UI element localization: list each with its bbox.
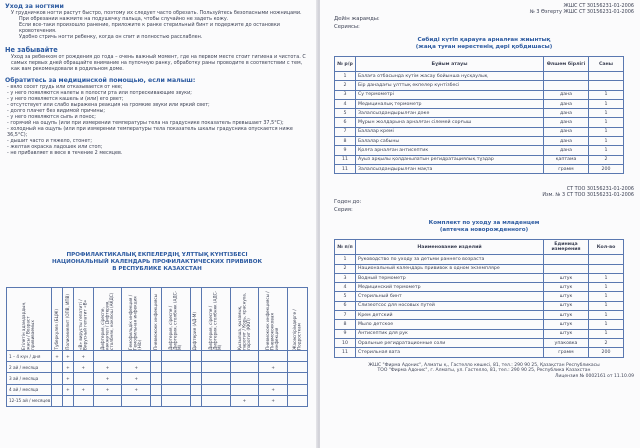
calendar-mark-cell bbox=[230, 373, 259, 384]
kit-row-quantity: 2 bbox=[589, 155, 624, 164]
calendar-header: Гемофильдік инфекция / Гемофильная инфекция (Hib) bbox=[122, 288, 151, 351]
calendar-mark-cell bbox=[201, 384, 230, 395]
calendar-mark-cell: + bbox=[62, 362, 73, 373]
kit-table-kz-header bbox=[335, 57, 624, 72]
kit-row-name: Стерильный бинт bbox=[356, 292, 544, 301]
kit-row-unit bbox=[544, 81, 589, 90]
kit-table-row bbox=[335, 348, 624, 357]
calendar-mark-cell bbox=[151, 395, 162, 406]
kit-row-number: 4 bbox=[335, 283, 356, 292]
kit-row-quantity: 1 bbox=[589, 127, 624, 136]
calendar-mark-cell bbox=[288, 373, 308, 384]
kit-row-quantity: 1 bbox=[589, 273, 624, 282]
calendar-mark-cell bbox=[190, 362, 201, 373]
kit-row-quantity: 200 bbox=[589, 348, 624, 357]
calendar-age-cell: 1 – 4 күн / дня bbox=[7, 351, 52, 362]
kit-table-row bbox=[335, 292, 624, 301]
calendar-mark-cell: + bbox=[259, 384, 288, 395]
kit-row-unit: қаптама bbox=[544, 155, 589, 164]
kit-table-ru-header bbox=[335, 240, 624, 255]
kit-row-name: Мыло детское bbox=[356, 320, 544, 329]
calendar-mark-cell bbox=[151, 362, 162, 373]
series-label-ru: Серия: bbox=[334, 207, 353, 214]
calendar-mark-cell bbox=[62, 395, 73, 406]
kit-row-name: Залалсыздандырылған дәке bbox=[356, 109, 544, 118]
calendar-mark-cell: + bbox=[73, 351, 93, 362]
calendar-header: «В» вирусты гепатиті / Вирусный гепатит «В» bbox=[73, 288, 93, 351]
kit-row-unit: дана bbox=[544, 146, 589, 155]
manufacturer-footer-ru: ТОО "Фирма Адонис", г. Алматы, ул. Гастелло, 81, тел.: 290 90 25, Республика Казахстан bbox=[377, 368, 591, 374]
calendar-age-cell: 3 ай / месяца bbox=[7, 373, 52, 384]
calendar-mark-cell bbox=[190, 395, 201, 406]
kit-row-name: Национальный календарь прививок в одном экземпляре bbox=[356, 264, 544, 273]
calendar-header: Дифтерия, сіреспе / Дифтерия, столбняк (АДС-М) bbox=[162, 288, 191, 351]
kit-table-row bbox=[335, 72, 624, 81]
kit-row-unit bbox=[544, 72, 589, 81]
kit-row-unit: штук bbox=[544, 311, 589, 320]
kit-row-unit: штук bbox=[544, 273, 589, 282]
calendar-mark-cell bbox=[259, 351, 288, 362]
kit-table-row bbox=[335, 118, 624, 127]
kit-row-name: Руководство по уходу за детьми раннего возраста bbox=[356, 255, 544, 264]
kit-row-unit: грамм bbox=[544, 348, 589, 357]
kit-row-quantity: 1 bbox=[589, 320, 624, 329]
calendar-header: Дифтерия (АД-М) bbox=[190, 288, 201, 351]
calendar-mark-cell: + bbox=[62, 384, 73, 395]
kit-row-quantity: 1 bbox=[589, 118, 624, 127]
kit-row-name: Су термометрі bbox=[356, 90, 544, 99]
kit-row-quantity: 1 bbox=[589, 292, 624, 301]
calendar-header-row bbox=[7, 288, 308, 351]
calendar-title-ru-2: В РЕСПУБЛИКЕ КАЗАХСТАН bbox=[112, 266, 202, 272]
kit-row-name: Слизеотсос для носовых путей bbox=[356, 301, 544, 310]
kit-row-quantity: 1 bbox=[589, 311, 624, 320]
calendar-mark-cell bbox=[201, 373, 230, 384]
kit-table-row bbox=[335, 311, 624, 320]
kit-row-number: 3 bbox=[335, 90, 356, 99]
license-text: Лицензия № 0002161 от 11.10.09 bbox=[555, 373, 634, 379]
calendar-mark-cell bbox=[162, 351, 191, 362]
col-item-name: Наименование изделий bbox=[356, 240, 544, 255]
kit-row-number: 1 bbox=[335, 255, 356, 264]
kit-row-unit: штук bbox=[544, 320, 589, 329]
kit-row-name: Балаға отбасында күтім жасау бойынша нұсқаулық bbox=[356, 72, 544, 81]
doctor-item: - у него появляются налеты в полости рта или потрескивающие звуки; bbox=[7, 90, 192, 96]
kit-row-name: Балалар сабыны bbox=[356, 137, 544, 146]
kit-row-name: Медицинский термометр bbox=[356, 283, 544, 292]
kit-row-unit: дана bbox=[544, 109, 589, 118]
expiry-label-kz: Дейін жарамды: bbox=[334, 16, 380, 22]
calendar-header: Жасөспірімдерге / Подросткам bbox=[288, 288, 308, 351]
kit-row-number: 3 bbox=[335, 273, 356, 282]
remember-title: Не забывайте bbox=[5, 46, 58, 54]
doctor-list bbox=[5, 84, 310, 156]
kit-table-ru-body bbox=[335, 255, 624, 357]
kit-row-number: 11 bbox=[335, 348, 356, 357]
calendar-mark-cell bbox=[52, 384, 63, 395]
calendar-mark-cell bbox=[122, 395, 151, 406]
kit-row-name: Водный термометр bbox=[356, 273, 544, 282]
calendar-age-cell: 2 ай / месяца bbox=[7, 362, 52, 373]
col-number: № р/р bbox=[335, 57, 356, 72]
calendar-mark-cell: + bbox=[122, 362, 151, 373]
calendar-mark-cell: + bbox=[230, 395, 259, 406]
kit-row-quantity: 1 bbox=[589, 329, 624, 338]
kit-row-unit: дана bbox=[544, 90, 589, 99]
calendar-mark-cell bbox=[230, 351, 259, 362]
calendar-row bbox=[7, 351, 308, 362]
doctor-title: Обратитесь за медицинской помощью, если малыш: bbox=[5, 77, 196, 84]
calendar-mark-cell bbox=[190, 384, 201, 395]
calendar-header: Пневмококк инфекциясы bbox=[151, 288, 162, 351]
kit-table-ru bbox=[334, 239, 624, 357]
calendar-mark-cell: + bbox=[259, 395, 288, 406]
kit-table-row bbox=[335, 320, 624, 329]
calendar-mark-cell: + bbox=[52, 351, 63, 362]
calendar-mark-cell: + bbox=[62, 351, 73, 362]
calendar-mark-cell bbox=[190, 351, 201, 362]
nails-title: Уход за ногтями bbox=[5, 3, 64, 10]
kit-row-name: Медициналық термометр bbox=[356, 99, 544, 108]
kit-row-number: 7 bbox=[335, 311, 356, 320]
calendar-row bbox=[7, 395, 308, 406]
kit-row-quantity: 1 bbox=[589, 283, 624, 292]
kit-row-number: 7 bbox=[335, 127, 356, 136]
calendar-mark-cell bbox=[162, 362, 191, 373]
kit-row-number: 2 bbox=[335, 81, 356, 90]
kit-row-quantity bbox=[589, 255, 624, 264]
calendar-body bbox=[7, 351, 308, 407]
col-unit: Единица измерения bbox=[544, 240, 589, 255]
calendar-mark-cell bbox=[52, 362, 63, 373]
kit-row-quantity: 1 bbox=[589, 146, 624, 155]
col-quantity: Кол-во bbox=[589, 240, 624, 255]
manufacturer-footer-kz: ЖШС "Фирма Адонис", Алматы қ., Гастелло көшесі, 81, тел.: 290 90 25, Қазақстан Республикасы bbox=[368, 362, 600, 368]
kit-table-row bbox=[335, 137, 624, 146]
doctor-item: - дышит часто и тяжело, стонет; bbox=[7, 138, 92, 144]
kit-row-quantity: 1 bbox=[589, 301, 624, 310]
calendar-mark-cell bbox=[52, 395, 63, 406]
calendar-mark-cell: + bbox=[93, 384, 122, 395]
calendar-mark-cell: + bbox=[122, 384, 151, 395]
kit-row-name: Қолға арналған антисептик bbox=[356, 146, 544, 155]
kit-row-name: Бір данадағы ұлттық екпелер күнтізбесі bbox=[356, 81, 544, 90]
nails-text bbox=[11, 10, 310, 40]
kit-row-unit bbox=[544, 255, 589, 264]
col-quantity: Саны bbox=[589, 57, 624, 72]
calendar-header-age: Егілетін адамдардың жасы / Возраст прививаемых bbox=[7, 288, 52, 351]
doctor-item: - отсутствует или слабо выражена реакция на громкие звуки или яркий свет; bbox=[7, 102, 210, 108]
kit-row-number: 2 bbox=[335, 264, 356, 273]
kit-row-number: 9 bbox=[335, 146, 356, 155]
kit-table-row bbox=[335, 301, 624, 310]
kit-subtitle-kz: (жаңа туған нәрестенің дәрі қобдишасы) bbox=[415, 44, 553, 50]
kit-table-row bbox=[335, 264, 624, 273]
doctor-item: - у него появляются сыпь и понос; bbox=[7, 114, 96, 120]
kit-title-kz: Сәбиді күтіп қарауға арналған жиынтық bbox=[417, 37, 551, 43]
calendar-mark-cell bbox=[230, 384, 259, 395]
calendar-header: Қызылша, қызамық, паротит / Корь, краснуха, паротит (ККП) bbox=[230, 288, 259, 351]
doctor-item: - желтая окраска ладошек или стоп; bbox=[7, 144, 103, 150]
kit-row-name: Оральные регидратационные соли bbox=[356, 338, 544, 347]
calendar-mark-cell bbox=[288, 395, 308, 406]
calendar-mark-cell: + bbox=[73, 384, 93, 395]
doctor-item: - горячий на ощупь (или при измерении температуры тела на градуснике показатель превышает 37,5°С); bbox=[7, 120, 284, 126]
kit-row-quantity: 1 bbox=[589, 109, 624, 118]
calendar-mark-cell bbox=[190, 373, 201, 384]
kit-row-unit: дана bbox=[544, 118, 589, 127]
doctor-item: - холодный на ощупь (или при измерении температуры тела показатель шкалы градусника опускается ниже 36,5°С); bbox=[7, 126, 293, 138]
kit-row-number: 6 bbox=[335, 301, 356, 310]
doctor-item: - долго плачет без видимой причины; bbox=[7, 108, 106, 114]
kit-subtitle-ru: (аптечка новорожденного) bbox=[439, 227, 529, 234]
kit-table-row bbox=[335, 273, 624, 282]
calendar-mark-cell bbox=[230, 362, 259, 373]
kit-row-unit: штук bbox=[544, 283, 589, 292]
calendar-title-ru: НАЦИОНАЛЬНЫЙ КАЛЕНДАРЬ ПРОФИЛАКТИЧЕСКИХ ПРИВИВОК bbox=[51, 259, 263, 265]
kit-table-row bbox=[335, 146, 624, 155]
calendar-mark-cell bbox=[162, 395, 191, 406]
kit-row-unit: упаковка bbox=[544, 338, 589, 347]
kit-row-name: Антисептик для рук bbox=[356, 329, 544, 338]
calendar-title-kz: ПРОФИЛАКТИКАЛЫҚ ЕКПЕЛЕРДІҢ ҰЛТТЫҚ КҮНТІЗБЕСІ bbox=[66, 252, 248, 258]
kit-table-row bbox=[335, 155, 624, 164]
kit-row-number: 10 bbox=[335, 338, 356, 347]
nails-paragraph: При обрезании нажмите на подушечку пальца, чтобы случайно не задеть кожу. bbox=[19, 16, 229, 22]
calendar-mark-cell: + bbox=[93, 373, 122, 384]
kit-row-unit bbox=[544, 264, 589, 273]
calendar-mark-cell bbox=[73, 373, 93, 384]
kit-row-unit: штук bbox=[544, 329, 589, 338]
kit-table-kz bbox=[334, 56, 624, 174]
col-unit: Өлшем бірлігі bbox=[544, 57, 589, 72]
vaccination-calendar-table bbox=[6, 287, 308, 407]
kit-row-name: Залалсыздандырылған мақта bbox=[356, 164, 544, 173]
calendar-mark-cell: + bbox=[122, 373, 151, 384]
kit-row-quantity bbox=[589, 72, 624, 81]
kit-row-number: 5 bbox=[335, 109, 356, 118]
kit-row-number: 8 bbox=[335, 320, 356, 329]
calendar-header: Туберкулез (БЦЖ) bbox=[52, 288, 63, 351]
series-label-kz: Сериясы: bbox=[334, 24, 360, 30]
calendar-row bbox=[7, 373, 308, 384]
standard-change-ru: Изм. № 3 СТ ТОО 30156231-01-2006 bbox=[542, 192, 634, 199]
col-item-name: Бұйым атауы bbox=[356, 57, 544, 72]
kit-row-quantity: 200 bbox=[589, 164, 624, 173]
calendar-mark-cell bbox=[162, 384, 191, 395]
calendar-age-cell: 4 ай / месяца bbox=[7, 384, 52, 395]
kit-title-ru: Комплект по уходу за младенцем bbox=[428, 220, 540, 227]
left-page bbox=[0, 0, 318, 448]
nails-paragraph: Если все-таки произошло ранение, приложите к ранке стерильный бинт и подержите до остановки кровотечения. bbox=[19, 22, 280, 34]
kit-table-row bbox=[335, 81, 624, 90]
kit-row-quantity: 1 bbox=[589, 137, 624, 146]
kit-row-unit: дана bbox=[544, 99, 589, 108]
kit-row-number: 11 bbox=[335, 155, 356, 164]
calendar-header: Дифтерия, сіреспе, көкжөтел / Дифтерия, столбняк, коклюш (АКДС) bbox=[93, 288, 122, 351]
calendar-row bbox=[7, 384, 308, 395]
calendar-mark-cell bbox=[201, 395, 230, 406]
kit-row-quantity: 1 bbox=[589, 99, 624, 108]
calendar-mark-cell bbox=[201, 362, 230, 373]
nails-paragraph: Удобно стричь ногти ребенку, когда он спит и полностью расслаблен. bbox=[19, 34, 203, 40]
calendar-mark-cell bbox=[162, 373, 191, 384]
calendar-mark-cell bbox=[151, 351, 162, 362]
calendar-mark-cell bbox=[288, 362, 308, 373]
calendar-mark-cell bbox=[93, 351, 122, 362]
calendar-mark-cell bbox=[73, 395, 93, 406]
calendar-mark-cell bbox=[201, 351, 230, 362]
kit-row-quantity: 1 bbox=[589, 90, 624, 99]
kit-row-number: 6 bbox=[335, 118, 356, 127]
kit-row-number: 1 bbox=[335, 72, 356, 81]
kit-table-row bbox=[335, 329, 624, 338]
kit-table-row bbox=[335, 109, 624, 118]
kit-row-name: Стерильная вата bbox=[356, 348, 544, 357]
standard-change-kz: № 3 Өзгерту ЖШС СТ 30156231-01-2006 bbox=[529, 9, 634, 15]
kit-row-number: 5 bbox=[335, 292, 356, 301]
standard-code-ru: СТ ТОО 30156231-01-2006 bbox=[566, 186, 634, 193]
kit-row-unit: штук bbox=[544, 292, 589, 301]
kit-row-unit: дана bbox=[544, 137, 589, 146]
kit-table-row bbox=[335, 338, 624, 347]
calendar-mark-cell bbox=[93, 395, 122, 406]
nails-paragraph: У грудничков ногти растут быстро, поэтому их следует часто обрезать. Пользуйтесь безопасными ножницами. bbox=[11, 10, 302, 16]
calendar-mark-cell bbox=[151, 373, 162, 384]
calendar-header: Дифтерия, сіреспе / Дифтерия, столбняк (АДС-М) bbox=[201, 288, 230, 351]
kit-table-row bbox=[335, 127, 624, 136]
doctor-item: - не прибавляет в весе в течение 2 месяцев. bbox=[7, 150, 123, 156]
calendar-mark-cell bbox=[288, 384, 308, 395]
kit-table-row bbox=[335, 283, 624, 292]
kit-table-kz-body bbox=[335, 72, 624, 174]
right-page bbox=[320, 0, 640, 448]
remember-text: Уход за ребенком от рождения до года – очень важный момент, где на первом месте стоит гигиена и чистота. С самых первых дней обращайте внимание на пупочную ранку, обработку раны проводите в соответствии с тем, как вам рекомендовали в родильном доме. bbox=[11, 54, 306, 72]
kit-row-quantity bbox=[589, 81, 624, 90]
kit-row-unit: грамм bbox=[544, 164, 589, 173]
kit-row-name: Крем детский bbox=[356, 311, 544, 320]
kit-row-number: 4 bbox=[335, 99, 356, 108]
calendar-mark-cell bbox=[151, 384, 162, 395]
kit-row-number: 8 bbox=[335, 137, 356, 146]
calendar-age-cell: 12-15 ай / месяцев bbox=[7, 395, 52, 406]
doctor-item: - вяло сосет грудь или отказывается от нее; bbox=[7, 84, 123, 90]
kit-row-name: Балалар кремі bbox=[356, 127, 544, 136]
calendar-title-block bbox=[6, 252, 308, 273]
calendar-mark-cell: + bbox=[259, 362, 288, 373]
calendar-header: Пневмококк инфекциясы / Пневмококковая инфекция bbox=[259, 288, 288, 351]
doctor-item: - у него появляется кашель и (или) его рвет; bbox=[7, 96, 124, 102]
calendar-mark-cell: + bbox=[93, 362, 122, 373]
calendar-row bbox=[7, 362, 308, 373]
kit-row-name: Ауыз арқылы қолданылатын регидратациялық тұздар bbox=[356, 155, 544, 164]
kit-table-row bbox=[335, 164, 624, 173]
kit-table-row bbox=[335, 90, 624, 99]
kit-row-unit: дана bbox=[544, 127, 589, 136]
kit-row-quantity bbox=[589, 264, 624, 273]
kit-row-quantity: 2 bbox=[589, 338, 624, 347]
kit-table-row bbox=[335, 99, 624, 108]
col-number: № п/п bbox=[335, 240, 356, 255]
kit-table-row bbox=[335, 255, 624, 264]
calendar-mark-cell: + bbox=[73, 362, 93, 373]
kit-row-unit: штук bbox=[544, 301, 589, 310]
expiry-label-ru: Годен до: bbox=[334, 199, 362, 206]
standard-code-kz: ЖШС СТ 30156231-01-2006 bbox=[563, 3, 634, 9]
calendar-mark-cell bbox=[52, 373, 63, 384]
kit-row-name: Мұрын жолдарына арналған сілемей сорғыш bbox=[356, 118, 544, 127]
calendar-mark-cell bbox=[288, 351, 308, 362]
calendar-mark-cell: + bbox=[62, 373, 73, 384]
kit-row-number: 9 bbox=[335, 329, 356, 338]
calendar-mark-cell bbox=[122, 351, 151, 362]
calendar-header: Полиомиелит (ОПВ, ИПВ) bbox=[62, 288, 73, 351]
kit-row-number: 11 bbox=[335, 164, 356, 173]
calendar-mark-cell bbox=[259, 373, 288, 384]
